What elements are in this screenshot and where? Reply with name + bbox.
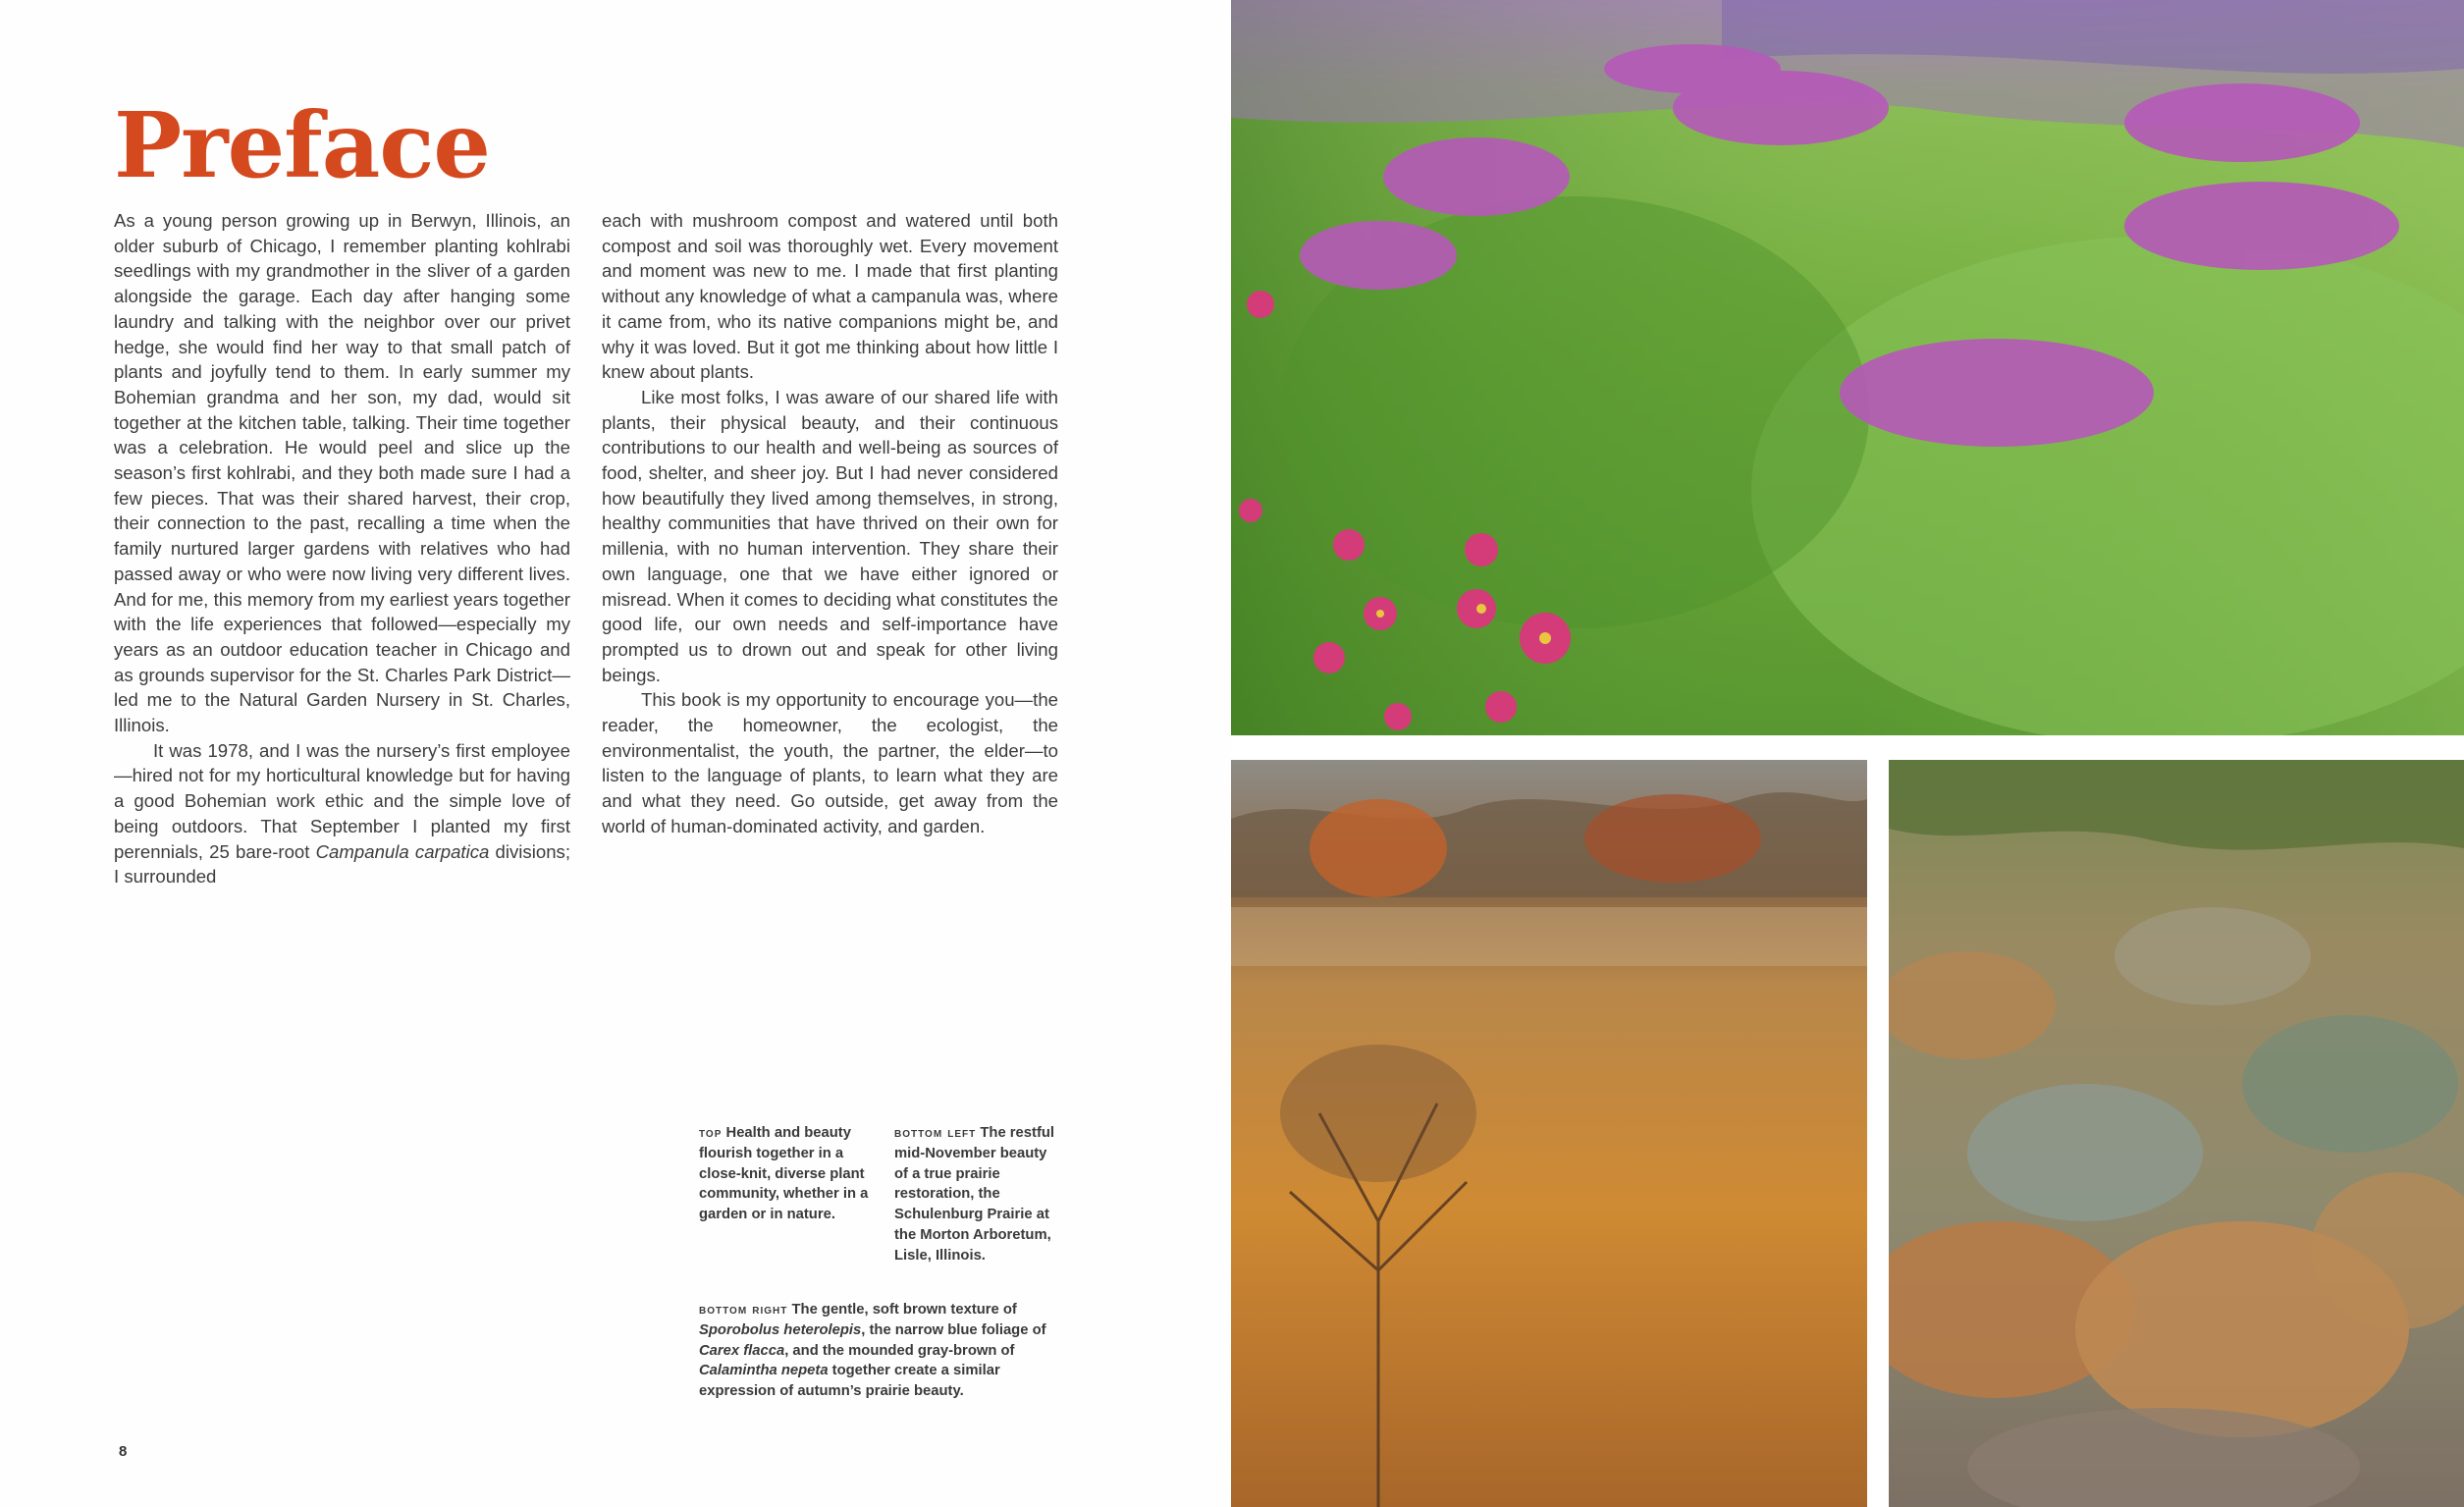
paragraph: Like most folks, I was aware of our shared life with plants, their physical beauty, and their continuous contributions to our health and well-being as sources of food, shelter, and sheer joy. But I had never considered how beautifully they lived among themselves, in strong, healthy communities that have thrived on their own for millenia, with no human intervention. They share their own language, one that we have either ignored or misread. When it comes to deciding what constitutes the good life, our own needs and self-importance have prompted us to drown out and speak for other living beings. [602, 386, 1058, 685]
text-column-2 [602, 208, 1058, 839]
paragraph: each with mushroom compost and watered until both compost and soil was thoroughly wet. Every movement and moment was new to me. I made that first planting without any knowledge of what a campanula was, where it came from, who its native companions might be, and why it was loved. But it got me thinking about how little I knew about plants. [602, 210, 1058, 383]
caption-kicker: top [699, 1125, 723, 1141]
left-page [0, 0, 1231, 1507]
photo-sedges-grasses [1889, 760, 2464, 1507]
text-column-1 [114, 208, 570, 889]
paragraph: This book is my opportunity to encourage you—the reader, the homeowner, the ecologist, the environmentalist, the youth, the partner, the elder—to listen to the language of plants, to learn what they are and what they need. Go outside, get away from the world of human-dominated activity, and garden. [602, 689, 1058, 836]
photo-autumn-prairie [1231, 760, 1867, 1507]
caption-bottom-left: bottom left The restful mid-November beauty of a true prairie restoration, the Schulenburg Prairie at the Morton Arboretum, Lisle, Illinois. [894, 1125, 1055, 1264]
paragraph: As a young person growing up in Berwyn, Illinois, an older suburb of Chicago, I remember planting kohlrabi seedlings with my grandmother in the sliver of a garden alongside the garage. Each day after hanging some laundry and talking with the neighbor over our privet hedge, she would find her way to that small patch of plants and joyfully tend to them. In early summer my Bohemian grandma and her son, my dad, would sit together at the kitchen table, talking. Their time together was a celebration. He would peel and slice up the season’s first kohlrabi, and they both made sure I had a few pieces. That was their shared harvest, their crop, their connection to the past, recalling a time when the family nurtured larger gardens with relatives who had passed away or who were now living very different lives. And for me, this memory from my earliest years together with the life experiences that followed—especially my years as an outdoor education teacher in Chicago and as grounds supervisor for the St. Charles Park District—led me to the Natural Garden Nursery in St. Charles, Illinois. [114, 210, 570, 736]
paragraph: It was 1978, and I was the nursery’s first employee—hired not for my horticultural knowledge but for having a good Bohemian work ethic and the simple love of being outdoors. That September I planted my first perennials, 25 bare-root Campanula carpatica divisions; I surrounded [114, 739, 570, 888]
caption-top: top Health and beauty flourish together in a close-knit, diverse plant community, whether in a garden or in nature. [699, 1125, 869, 1223]
page-number: 8 [119, 1443, 128, 1460]
photo-garden-flowers [1231, 0, 2464, 735]
page-title: Preface [114, 92, 490, 198]
caption-bottom-right: bottom right The gentle, soft brown texture of Sporobolus heterolepis, the narrow blue foliage of Carex flacca, and the mounded gray-brown of Calamintha nepeta together create a similar expression of autumn’s prairie beauty. [699, 1302, 1046, 1400]
caption-kicker: bottom right [699, 1302, 788, 1318]
caption-kicker: bottom left [894, 1125, 977, 1141]
